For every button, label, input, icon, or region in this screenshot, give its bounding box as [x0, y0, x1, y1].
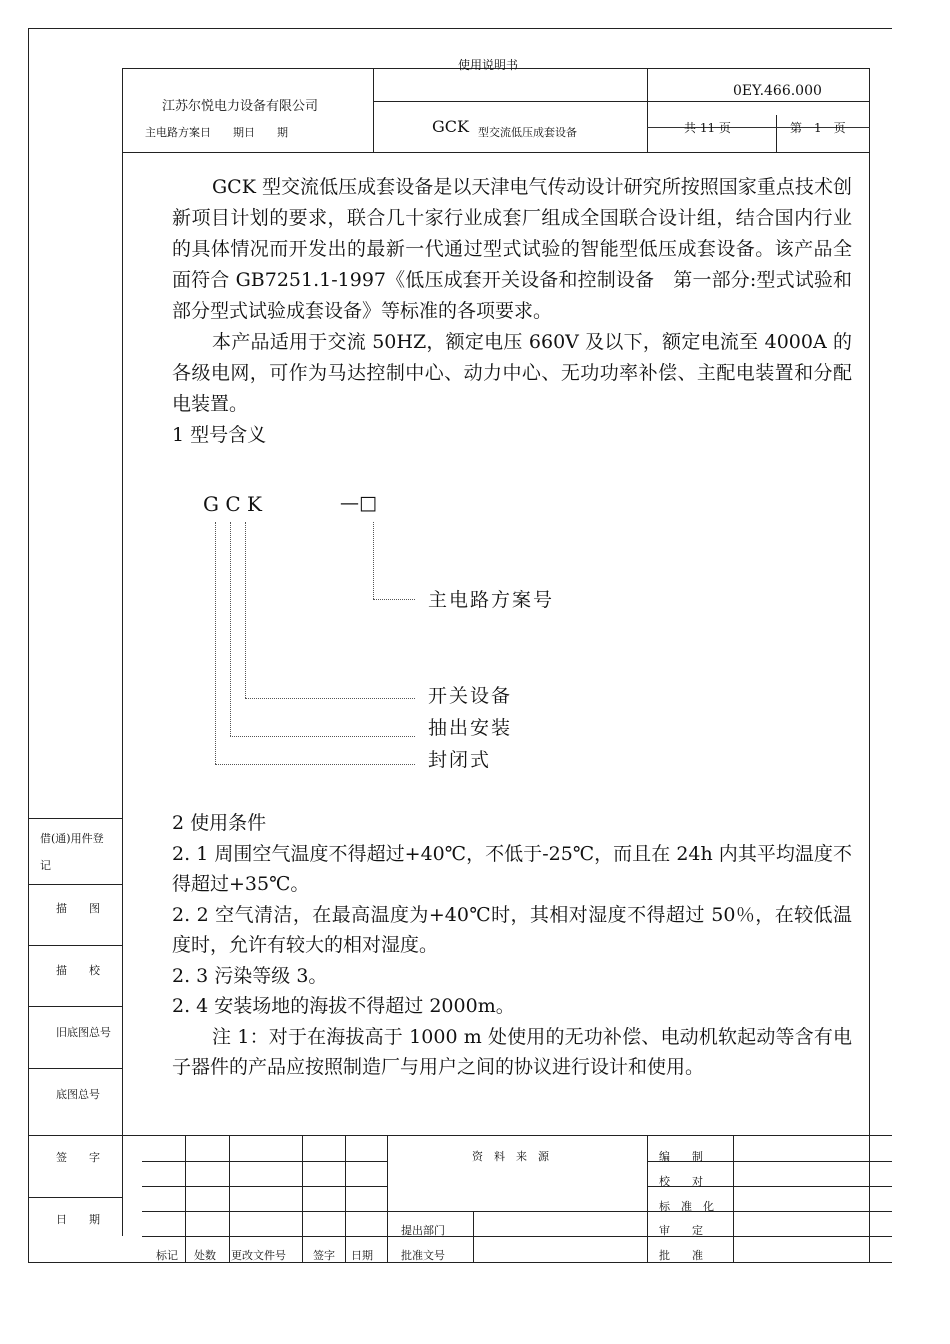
legend-switchgear: 开关设备: [428, 685, 513, 707]
condition-2-3: 2. 3 污染等级 3。: [172, 964, 328, 987]
side-trace: 描 图: [56, 902, 100, 915]
leader-box: [373, 522, 374, 599]
doc-type: 使用说明书: [458, 58, 519, 72]
side-line-6: [28, 1197, 122, 1198]
header-divider-2: [647, 68, 648, 152]
section-1-title: 1 型号含义: [172, 424, 267, 446]
footer-col-4: [345, 1135, 346, 1262]
paragraph-2: 本产品适用于交流 50HZ，额定电压 660V 及以下，额定电流至 4000A 的各级电网，可作为马达控制中心、动力中心、无功功率补偿、主配电装置和分配电装置。: [172, 331, 852, 415]
legend-main-circuit: 主电路方案号: [428, 589, 555, 611]
side-borrow-1: 借(通)用件登: [40, 832, 104, 845]
footer-count: 处数: [194, 1249, 216, 1262]
side-total: 底图总号: [56, 1088, 100, 1101]
note-1: 注 1：对于在海拔高于 1000 m 处使用的无功补偿、电动机软起动等含有电子器件的产品应按照制造厂与用户之间的协议进行设计和使用。: [172, 1025, 852, 1078]
footer-source: 资 料 来 源: [472, 1150, 549, 1163]
header-mid-line: [373, 101, 870, 102]
side-check: 描 校: [56, 964, 100, 977]
footer-change-doc: 更改文件号: [231, 1249, 286, 1262]
footer-col-1: [185, 1135, 186, 1262]
footer-row-2: [142, 1161, 387, 1162]
conditions-block: [172, 808, 852, 1083]
scheme-date-line: 主电路方案日 期日 期: [145, 126, 288, 139]
header-divider-3: [776, 115, 777, 152]
product-code: GCK: [432, 117, 469, 136]
footer-review: 审 定: [659, 1224, 703, 1237]
leader-h-box: [373, 599, 415, 600]
side-date: 日 期: [56, 1213, 100, 1226]
footer-approve: 批 准: [659, 1249, 703, 1262]
side-line-4: [28, 1068, 122, 1069]
footer-mark: 标记: [156, 1249, 178, 1262]
paragraph-1: GCK 型交流低压成套设备是以天津电气传动设计研究所按照国家重点技术创新项目计划的要求，联合几十家行业成套厂组成全国联合设计组，结合国内行业的具体情况而开发出的最新一代通过型式试验的智能型低压成套设备。该产品全面符合 GB7251.1-1997《低压成套开关设备和控制设备 第一部分:型式试验和部分型式试验成套设备》等标准的各项要求。: [172, 176, 852, 322]
frame-right: [869, 68, 870, 1262]
footer-standard: 标 准 化: [659, 1200, 714, 1213]
footer-compile: 编 制: [659, 1150, 703, 1163]
footer-approve-doc: 批准文号: [401, 1249, 445, 1262]
leader-c: [230, 522, 231, 736]
footer-row-4: [142, 1211, 387, 1212]
footer-date: 日期: [351, 1249, 373, 1262]
footer-col-3: [302, 1135, 303, 1262]
footer-col-5: [387, 1135, 388, 1262]
company-name: 江苏尔悦电力设备有限公司: [162, 99, 319, 114]
footer-col-8: [733, 1135, 734, 1262]
side-top-line: [28, 818, 122, 819]
footer-dept: 提出部门: [401, 1224, 445, 1237]
side-borrow-2: 记: [40, 859, 51, 872]
leader-h-c: [230, 736, 415, 737]
frame-top: [28, 28, 892, 29]
header-left-line: [122, 68, 123, 1236]
intro-paragraph: [172, 172, 852, 451]
footer-col-7: [647, 1135, 648, 1262]
legend-enclosed: 封闭式: [428, 749, 492, 771]
footer-col-2: [229, 1135, 230, 1262]
condition-2-1: 2. 1 周围空气温度不得超过+40℃，不低于-25℃，而且在 24h 内其平均温度不得超过+35℃。: [172, 842, 852, 895]
footer-col-6: [473, 1211, 474, 1262]
condition-2-4: 2. 4 安装场地的海拔不得超过 2000m。: [172, 995, 515, 1017]
leader-k: [245, 522, 246, 698]
frame-left: [28, 28, 29, 1262]
footer-top-line: [122, 1135, 892, 1136]
side-old-total: 旧底图总号: [56, 1026, 111, 1039]
page-number: 第 1 页: [790, 121, 846, 135]
section-2-title: 2 使用条件: [172, 812, 267, 834]
side-sign: 签 字: [56, 1151, 100, 1164]
side-line-2: [28, 945, 122, 946]
leader-g: [215, 522, 216, 764]
footer-row-5: [142, 1236, 892, 1237]
side-line-1: [28, 884, 122, 885]
footer-proof: 校 对: [659, 1175, 703, 1188]
condition-2-2: 2. 2 空气清洁，在最高温度为+40℃时，其相对湿度不得超过 50％，在较低温度时，允许有较大的相对湿度。: [172, 903, 852, 956]
header-bottom-line: [122, 152, 870, 153]
header-divider-1: [373, 68, 374, 152]
footer-mid-row: [387, 1211, 647, 1212]
leader-h-g: [215, 764, 415, 765]
footer-row-3: [142, 1186, 387, 1187]
side-line-5: [28, 1135, 122, 1136]
leader-h-k: [245, 698, 415, 699]
footer-sign: 签字: [313, 1249, 335, 1262]
side-line-3: [28, 1006, 122, 1007]
total-pages: 共 11 页: [684, 121, 731, 135]
doc-number: 0EY.466.000: [733, 83, 822, 99]
model-code: G C K: [203, 492, 262, 516]
model-suffix: —□: [340, 492, 377, 514]
product-name: 型交流低压成套设备: [478, 126, 577, 139]
legend-drawout: 抽出安装: [428, 717, 513, 739]
